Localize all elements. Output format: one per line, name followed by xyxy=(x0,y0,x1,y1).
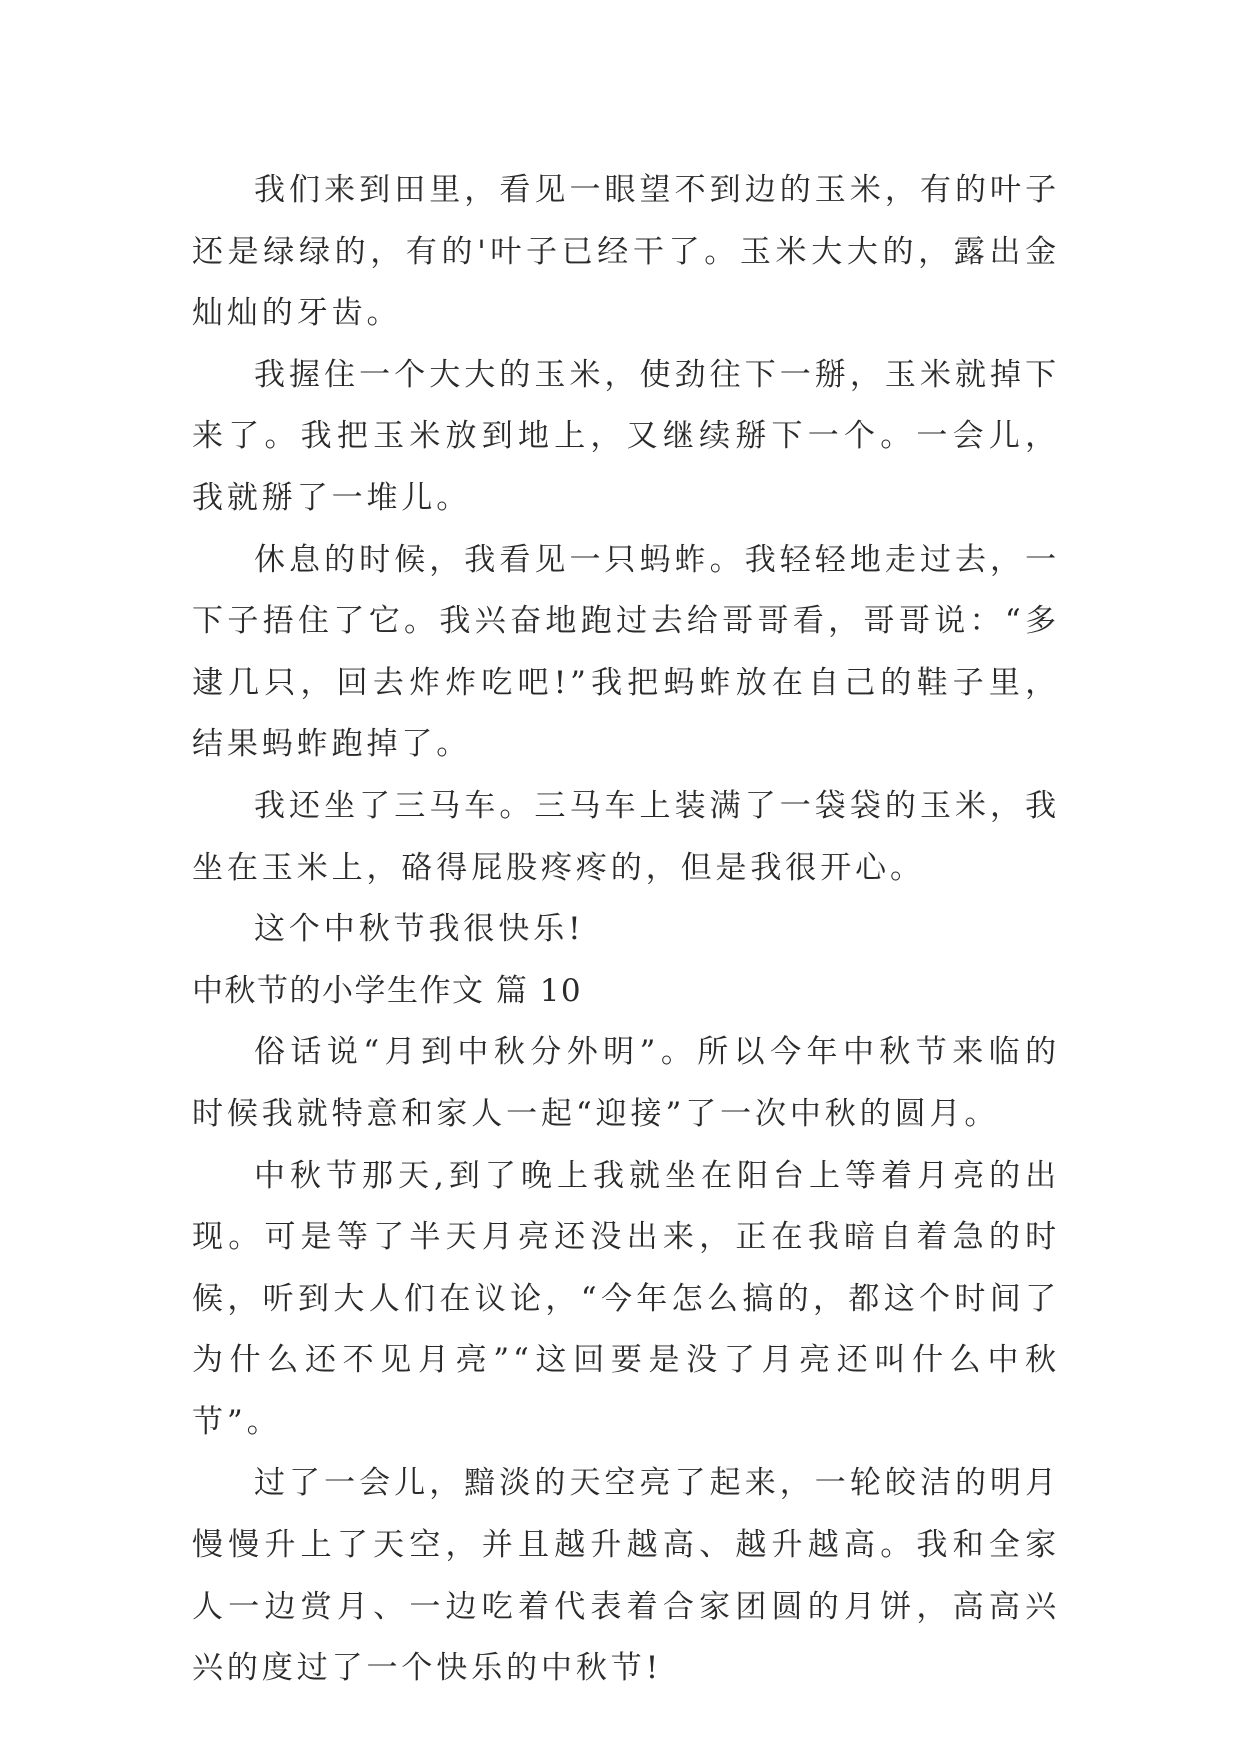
body-paragraph: 休息的时候，我看见一只蚂蚱。我轻轻地走过去，一下子捂住了它。我兴奋地跑过去给哥哥看，哥哥说：“多逮几只，回去炸炸吃吧!”我把蚂蚱放在自己的鞋子里，结果蚂蚱跑掉了。 xyxy=(192,541,1060,763)
section-heading: 中秋节的小学生作文 篇 10 xyxy=(192,972,583,1009)
body-paragraph: 我握住一个大大的玉米，使劲往下一掰，玉米就掉下来了。我把玉米放到地上，又继续掰下一个。一会儿，我就掰了一堆儿。 xyxy=(192,356,1060,516)
body-paragraph: 俗话说“月到中秋分外明”。所以今年中秋节来临的时候我就特意和家人一起“迎接”了一次中秋的圆月。 xyxy=(192,1034,1060,1132)
document-page xyxy=(192,160,1060,1700)
body-paragraph: 过了一会儿，黯淡的天空亮了起来，一轮皎洁的明月慢慢升上了天空，并且越升越高、越升越高。我和全家人一边赏月、一边吃着代表着合家团圆的月饼，高高兴兴的度过了一个快乐的中秋节! xyxy=(192,1465,1060,1687)
body-paragraph: 我们来到田里，看见一眼望不到边的玉米，有的叶子还是绿绿的，有的'叶子已经干了。玉米大大的，露出金灿灿的牙齿。 xyxy=(192,172,1060,332)
body-paragraph: 我还坐了三马车。三马车上装满了一袋袋的玉米，我坐在玉米上，硌得屁股疼疼的，但是我很开心。 xyxy=(192,787,1060,886)
body-paragraph: 中秋节那天,到了晚上我就坐在阳台上等着月亮的出现。可是等了半天月亮还没出来，正在我暗自着急的时候，听到大人们在议论，“今年怎么搞的，都这个时间了为什么还不见月亮”“这回要是没了月亮还叫什么中秋节”。 xyxy=(192,1157,1060,1440)
body-paragraph: 这个中秋节我很快乐! xyxy=(254,911,585,948)
